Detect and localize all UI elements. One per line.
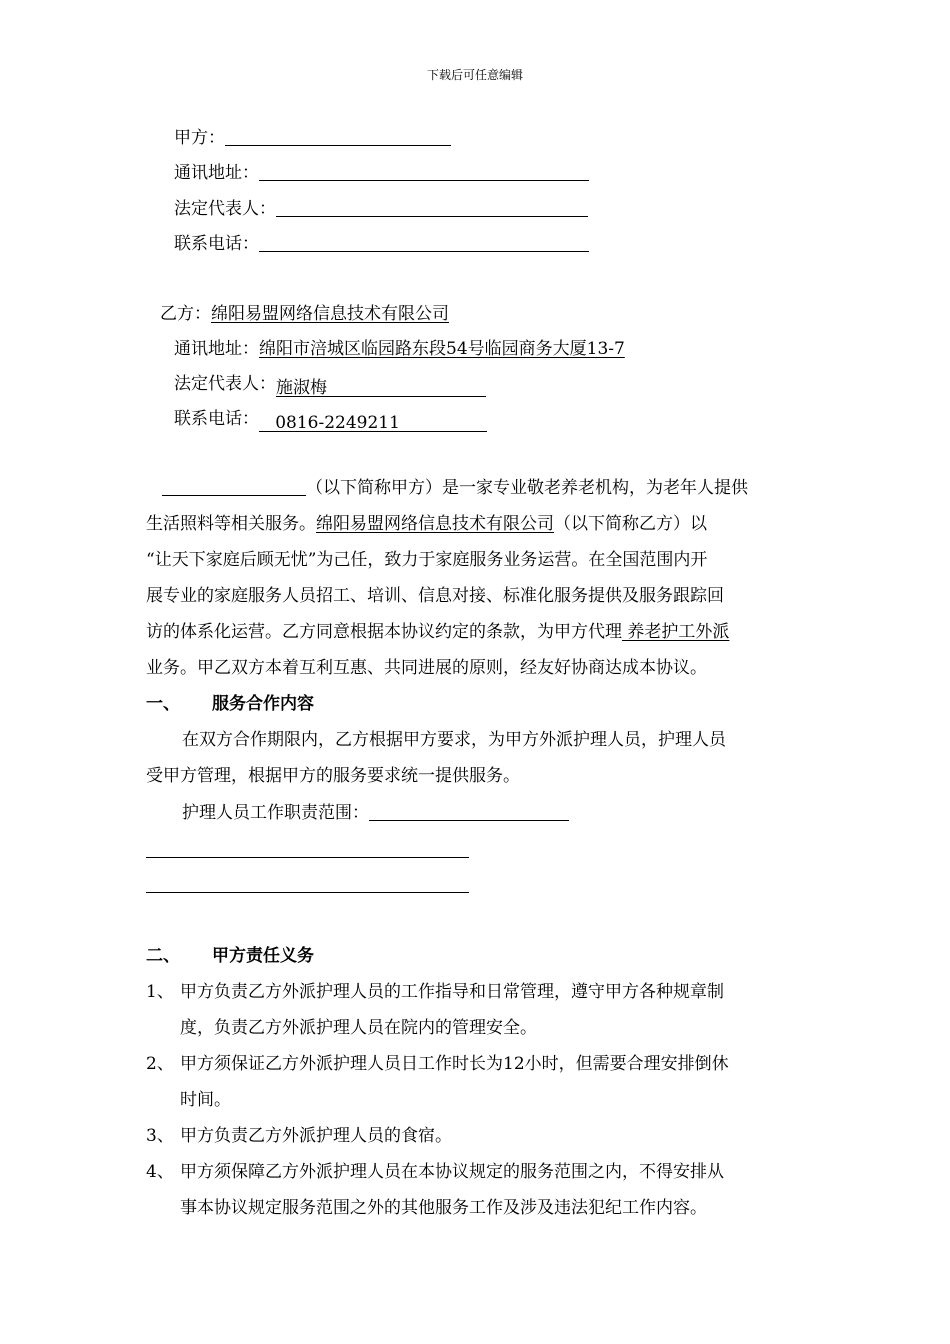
- party-a-address-blank: [259, 162, 589, 181]
- page-header-note: 下载后可任意编辑: [426, 68, 523, 82]
- party-b-rep-value: 施淑梅: [276, 378, 327, 398]
- list-item-number: 4、: [146, 1162, 174, 1182]
- party-a-rep-line: [174, 197, 588, 221]
- intro-line-5: [146, 620, 729, 644]
- party-b-rep-label: 法定代表人：: [174, 374, 276, 394]
- party-b-name-line: [160, 302, 449, 326]
- list-item: [146, 1160, 724, 1184]
- list-item-number: 2、: [146, 1054, 174, 1074]
- party-b-phone-line: [174, 407, 487, 432]
- section-1-p2: 受甲方管理，根据甲方的服务要求统一提供服务。: [146, 766, 520, 786]
- party-a-phone-label: 联系电话：: [174, 234, 259, 254]
- intro-text-2a: 生活照料等相关服务。: [146, 514, 316, 534]
- list-item-text: 甲方负责乙方外派护理人员的工作指导和日常管理，遵守甲方各种规章制: [180, 982, 724, 1002]
- section-1-heading: [146, 692, 314, 716]
- section-2-heading: [146, 944, 314, 968]
- party-b-rep-line: [174, 372, 486, 397]
- party-a-address-line: [174, 161, 589, 185]
- intro-text-5a: 访的体系化运营。乙方同意根据本协议约定的条款，为甲方代理: [146, 622, 622, 642]
- party-a-rep-blank: [276, 198, 588, 217]
- intro-text-1: （以下简称甲方）是一家专业敬老养老机构，为老年人提供: [306, 478, 748, 498]
- list-item: [146, 1124, 452, 1148]
- scope-blank-line-2: [146, 892, 469, 893]
- section-1-scope-line: [182, 801, 569, 825]
- list-item-text: 甲方须保证乙方外派护理人员日工作时长为12小时，但需要合理安排倒休: [180, 1054, 729, 1074]
- section-1-p1: 在双方合作期限内，乙方根据甲方要求，为甲方外派护理人员，护理人员: [182, 730, 726, 750]
- section-1-scope-label: 护理人员工作职责范围：: [182, 803, 369, 823]
- intro-line-6: 业务。甲乙双方本着互利互惠、共同进展的原则，经友好协商达成本协议。: [146, 658, 707, 678]
- party-a-name-label: 甲方：: [174, 128, 225, 148]
- list-item-continuation: 事本协议规定服务范围之外的其他服务工作及涉及违法犯纪工作内容。: [180, 1198, 707, 1218]
- intro-party-a-blank: [162, 477, 306, 496]
- list-item: [146, 980, 724, 1004]
- intro-text-2b: （以下简称乙方）以: [554, 514, 707, 534]
- intro-line-3: “让天下家庭后顾无忧”为己任，致力于家庭服务业务运营。在全国范围内开: [146, 550, 708, 570]
- intro-line-1: [146, 476, 748, 500]
- list-item: [146, 1052, 729, 1076]
- list-item-continuation: 度，负责乙方外派护理人员在院内的管理安全。: [180, 1018, 537, 1038]
- party-a-phone-blank: [259, 233, 589, 252]
- list-item-text: 甲方须保障乙方外派护理人员在本协议规定的服务范围之内，不得安排从: [180, 1162, 724, 1182]
- party-b-phone-value: 0816-2249211: [275, 413, 400, 433]
- party-a-name-line: [174, 126, 451, 150]
- scope-blank-line-1: [146, 857, 469, 858]
- list-item-continuation: 时间。: [180, 1090, 231, 1110]
- list-item-number: 3、: [146, 1126, 174, 1146]
- party-b-name-value: 绵阳易盟网络信息技术有限公司: [211, 304, 449, 324]
- section-1-title: 服务合作内容: [212, 694, 314, 714]
- party-a-name-blank: [225, 127, 451, 146]
- intro-service-name: 养老护工外派: [622, 622, 730, 642]
- party-a-rep-label: 法定代表人：: [174, 199, 276, 219]
- party-b-phone-label: 联系电话：: [174, 409, 259, 429]
- party-b-name-label: 乙方：: [160, 304, 211, 324]
- intro-company-name: 绵阳易盟网络信息技术有限公司: [316, 514, 554, 534]
- intro-line-4: 展专业的家庭服务人员招工、培训、信息对接、标准化服务提供及服务跟踪回: [146, 586, 724, 606]
- party-a-address-label: 通讯地址：: [174, 163, 259, 183]
- section-2-title: 甲方责任义务: [212, 946, 314, 966]
- party-b-address-label: 通讯地址：: [174, 339, 259, 359]
- party-b-address-line: [174, 337, 625, 361]
- list-item-text: 甲方负责乙方外派护理人员的食宿。: [180, 1126, 452, 1146]
- party-a-phone-line: [174, 232, 589, 256]
- section-1-scope-blank: [369, 802, 569, 821]
- list-item-number: 1、: [146, 982, 174, 1002]
- intro-line-2: [146, 512, 707, 536]
- section-2-num: 二、: [146, 946, 180, 966]
- section-1-num: 一、: [146, 694, 180, 714]
- party-b-address-value: 绵阳市涪城区临园路东段54号临园商务大厦13-7: [259, 339, 625, 359]
